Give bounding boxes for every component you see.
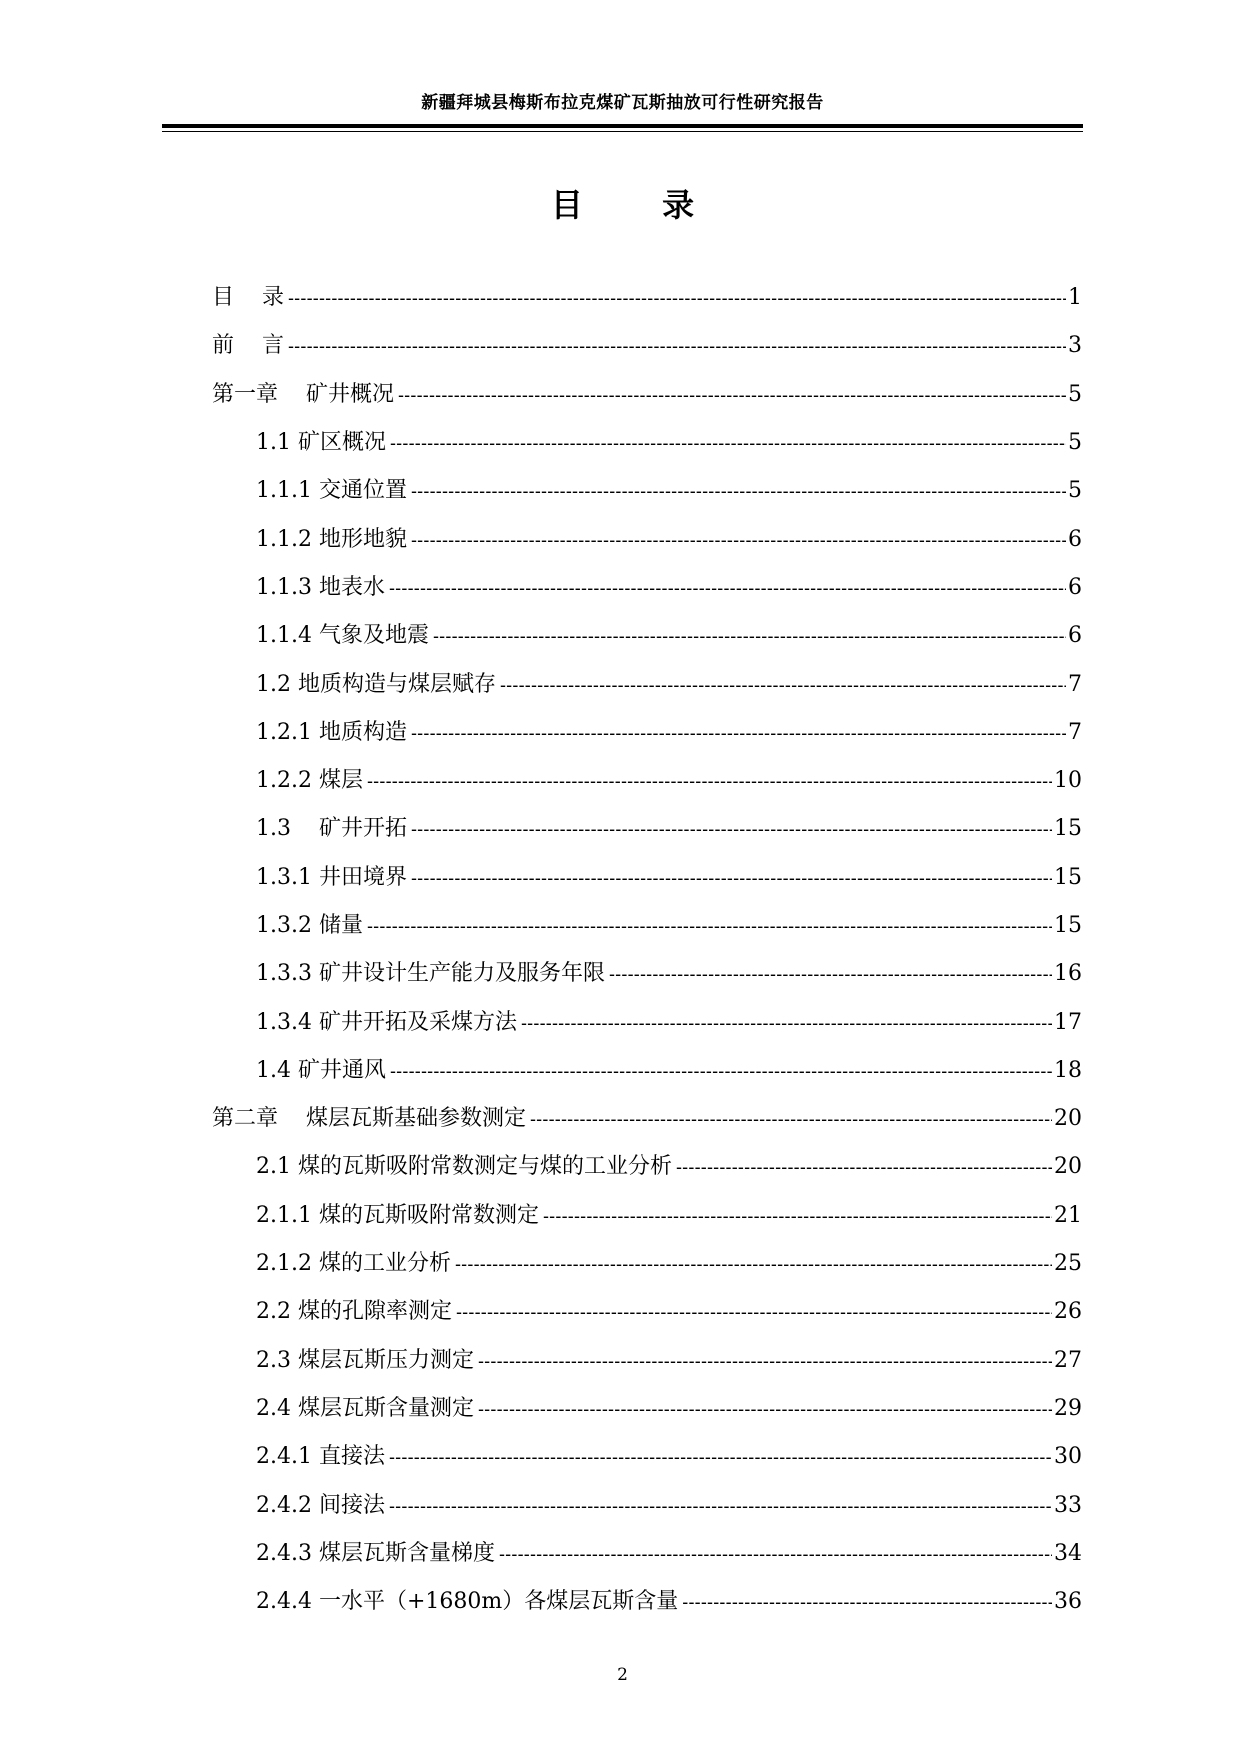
toc-entry[interactable]: [212, 805, 1082, 853]
toc-entry-label: 1.1.4 气象及地震: [256, 623, 429, 649]
toc-entry[interactable]: [212, 612, 1082, 660]
toc-entry-label: 1.3.1 井田境界: [256, 864, 407, 890]
toc-dot-leader: [455, 1255, 1052, 1273]
header-rule-thick: [162, 124, 1083, 128]
toc-entry-page: 33: [1054, 1492, 1082, 1518]
toc-entry-page: 20: [1054, 1154, 1082, 1180]
toc-entry-page: 3: [1068, 333, 1082, 359]
toc-dot-leader: [478, 1400, 1052, 1418]
toc-dot-leader: [521, 1014, 1052, 1032]
toc-entry-label: 2.4 煤层瓦斯含量测定: [256, 1395, 474, 1421]
toc-dot-leader: [411, 482, 1066, 500]
toc-dot-leader: [456, 1303, 1052, 1321]
toc-entry[interactable]: [212, 1095, 1082, 1143]
toc-entry[interactable]: [212, 1433, 1082, 1481]
toc-dot-leader: [367, 772, 1052, 790]
toc-dot-leader: [609, 965, 1052, 983]
toc-dot-leader: [500, 676, 1066, 694]
toc-entry-label: 2.2 煤的孔隙率测定: [256, 1299, 452, 1325]
toc-entry-page: 5: [1068, 381, 1082, 407]
toc-dot-leader: [478, 1352, 1052, 1370]
toc-entry[interactable]: [212, 1530, 1082, 1578]
toc-dot-leader: [288, 289, 1066, 307]
toc-entry-label: 1.3.2 储量: [256, 913, 363, 938]
toc-entry-page: 1: [1068, 285, 1082, 311]
toc-entry-page: 20: [1054, 1106, 1082, 1132]
table-of-contents: [212, 274, 1082, 1626]
toc-entry-page: 7: [1068, 671, 1082, 697]
toc-entry-page: 26: [1054, 1299, 1082, 1325]
toc-entry[interactable]: [212, 371, 1082, 419]
toc-entry-page: 15: [1054, 816, 1082, 842]
toc-entry[interactable]: [212, 515, 1082, 563]
toc-dot-leader: [398, 386, 1066, 404]
toc-entry[interactable]: [212, 467, 1082, 515]
toc-entry-label: 第二章 煤层瓦斯基础参数测定: [212, 1106, 526, 1132]
toc-entry[interactable]: [212, 902, 1082, 950]
toc-entry[interactable]: [212, 1143, 1082, 1191]
toc-entry[interactable]: [212, 757, 1082, 805]
toc-entry-label: 1.2.1 地质构造: [256, 719, 407, 745]
toc-entry[interactable]: [212, 950, 1082, 998]
toc-entry-page: 17: [1054, 1009, 1082, 1035]
toc-entry-label: 2.4.3 煤层瓦斯含量梯度: [256, 1540, 495, 1566]
toc-dot-leader: [411, 531, 1066, 549]
toc-entry-page: 6: [1068, 623, 1082, 649]
toc-entry[interactable]: [212, 1337, 1082, 1385]
toc-entry[interactable]: [212, 998, 1082, 1046]
toc-entry[interactable]: [212, 1481, 1082, 1529]
toc-entry-label: 1.1.2 地形地貌: [256, 526, 407, 552]
toc-entry-label: 1.2 地质构造与煤层赋存: [256, 671, 496, 697]
toc-dot-leader: [411, 724, 1066, 742]
toc-dot-leader: [433, 627, 1066, 645]
toc-entry-page: 18: [1054, 1057, 1082, 1083]
toc-entry-label: 1.1 矿区概况: [256, 430, 386, 456]
page-number: 2: [617, 1665, 628, 1685]
toc-entry-label: 第一章 矿井概况: [212, 381, 394, 407]
toc-entry[interactable]: [212, 1192, 1082, 1240]
toc-entry-page: 7: [1068, 719, 1082, 745]
toc-entry-label: 1.3.3 矿井设计生产能力及服务年限: [256, 961, 605, 987]
toc-dot-leader: [499, 1545, 1052, 1563]
toc-entry-page: 29: [1054, 1395, 1082, 1421]
toc-entry-page: 25: [1054, 1251, 1082, 1277]
toc-entry-page: 5: [1068, 478, 1082, 504]
toc-entry-page: 6: [1068, 526, 1082, 552]
toc-entry-label: 1.2.2 煤层: [256, 768, 363, 794]
toc-entry-label: 2.1 煤的瓦斯吸附常数测定与煤的工业分析: [256, 1154, 672, 1180]
toc-entry-label: 1.3.4 矿井开拓及采煤方法: [256, 1009, 517, 1035]
toc-entry-label: 1.4 矿井通风: [256, 1057, 386, 1083]
toc-entry[interactable]: [212, 854, 1082, 902]
toc-entry-page: 21: [1054, 1202, 1082, 1228]
toc-dot-leader: [390, 434, 1066, 452]
toc-entry[interactable]: [212, 1385, 1082, 1433]
toc-entry-label: 2.3 煤层瓦斯压力测定: [256, 1347, 474, 1373]
toc-entry[interactable]: [212, 1240, 1082, 1288]
toc-entry-label: 前 言: [212, 333, 284, 359]
toc-entry-label: 目 录: [212, 285, 284, 311]
toc-entry-label: 1.3 矿井开拓: [256, 816, 407, 842]
toc-dot-leader: [682, 1593, 1052, 1611]
toc-dot-leader: [411, 869, 1052, 887]
toc-entry-page: 34: [1054, 1540, 1082, 1566]
toc-entry-label: 1.1.1 交通位置: [256, 478, 407, 504]
toc-entry-page: 15: [1054, 864, 1082, 890]
toc-entry[interactable]: [212, 419, 1082, 467]
toc-entry[interactable]: [212, 274, 1082, 322]
toc-dot-leader: [367, 917, 1052, 935]
toc-entry[interactable]: [212, 1288, 1082, 1336]
toc-entry-label: 2.1.1 煤的瓦斯吸附常数测定: [256, 1202, 539, 1228]
toc-entry[interactable]: [212, 709, 1082, 757]
toc-dot-leader: [676, 1158, 1052, 1176]
toc-dot-leader: [389, 1497, 1052, 1515]
toc-entry-page: 36: [1054, 1589, 1082, 1615]
toc-entry-page: 16: [1054, 961, 1082, 987]
toc-dot-leader: [543, 1207, 1052, 1225]
toc-entry-page: 27: [1054, 1347, 1082, 1373]
toc-dot-leader: [390, 1062, 1052, 1080]
toc-entry-label: 2.4.2 间接法: [256, 1492, 385, 1518]
header-rule-thin: [162, 131, 1083, 132]
document-header: 新疆拜城县梅斯布拉克煤矿瓦斯抽放可行性研究报告: [421, 93, 824, 113]
toc-entry-page: 5: [1068, 430, 1082, 456]
toc-entry[interactable]: [212, 564, 1082, 612]
toc-entry-page: 30: [1054, 1444, 1082, 1470]
toc-entry[interactable]: [212, 322, 1082, 370]
toc-entry-page: 10: [1054, 768, 1082, 794]
toc-entry-page: 6: [1068, 574, 1082, 600]
toc-entry[interactable]: [212, 1578, 1082, 1626]
toc-dot-leader: [389, 1448, 1052, 1466]
page-title: 目 录: [550, 186, 729, 224]
toc-entry[interactable]: [212, 1047, 1082, 1095]
toc-entry-label: 2.1.2 煤的工业分析: [256, 1251, 451, 1277]
toc-entry-page: 15: [1054, 913, 1082, 938]
toc-entry-label: 1.1.3 地表水: [256, 574, 385, 600]
toc-dot-leader: [530, 1110, 1052, 1128]
toc-dot-leader: [411, 820, 1052, 838]
toc-entry-label: 2.4.4 一水平（+1680m）各煤层瓦斯含量: [256, 1589, 679, 1615]
toc-entry[interactable]: [212, 660, 1082, 708]
toc-entry-label: 2.4.1 直接法: [256, 1444, 385, 1470]
toc-dot-leader: [389, 579, 1066, 597]
toc-dot-leader: [288, 337, 1066, 355]
